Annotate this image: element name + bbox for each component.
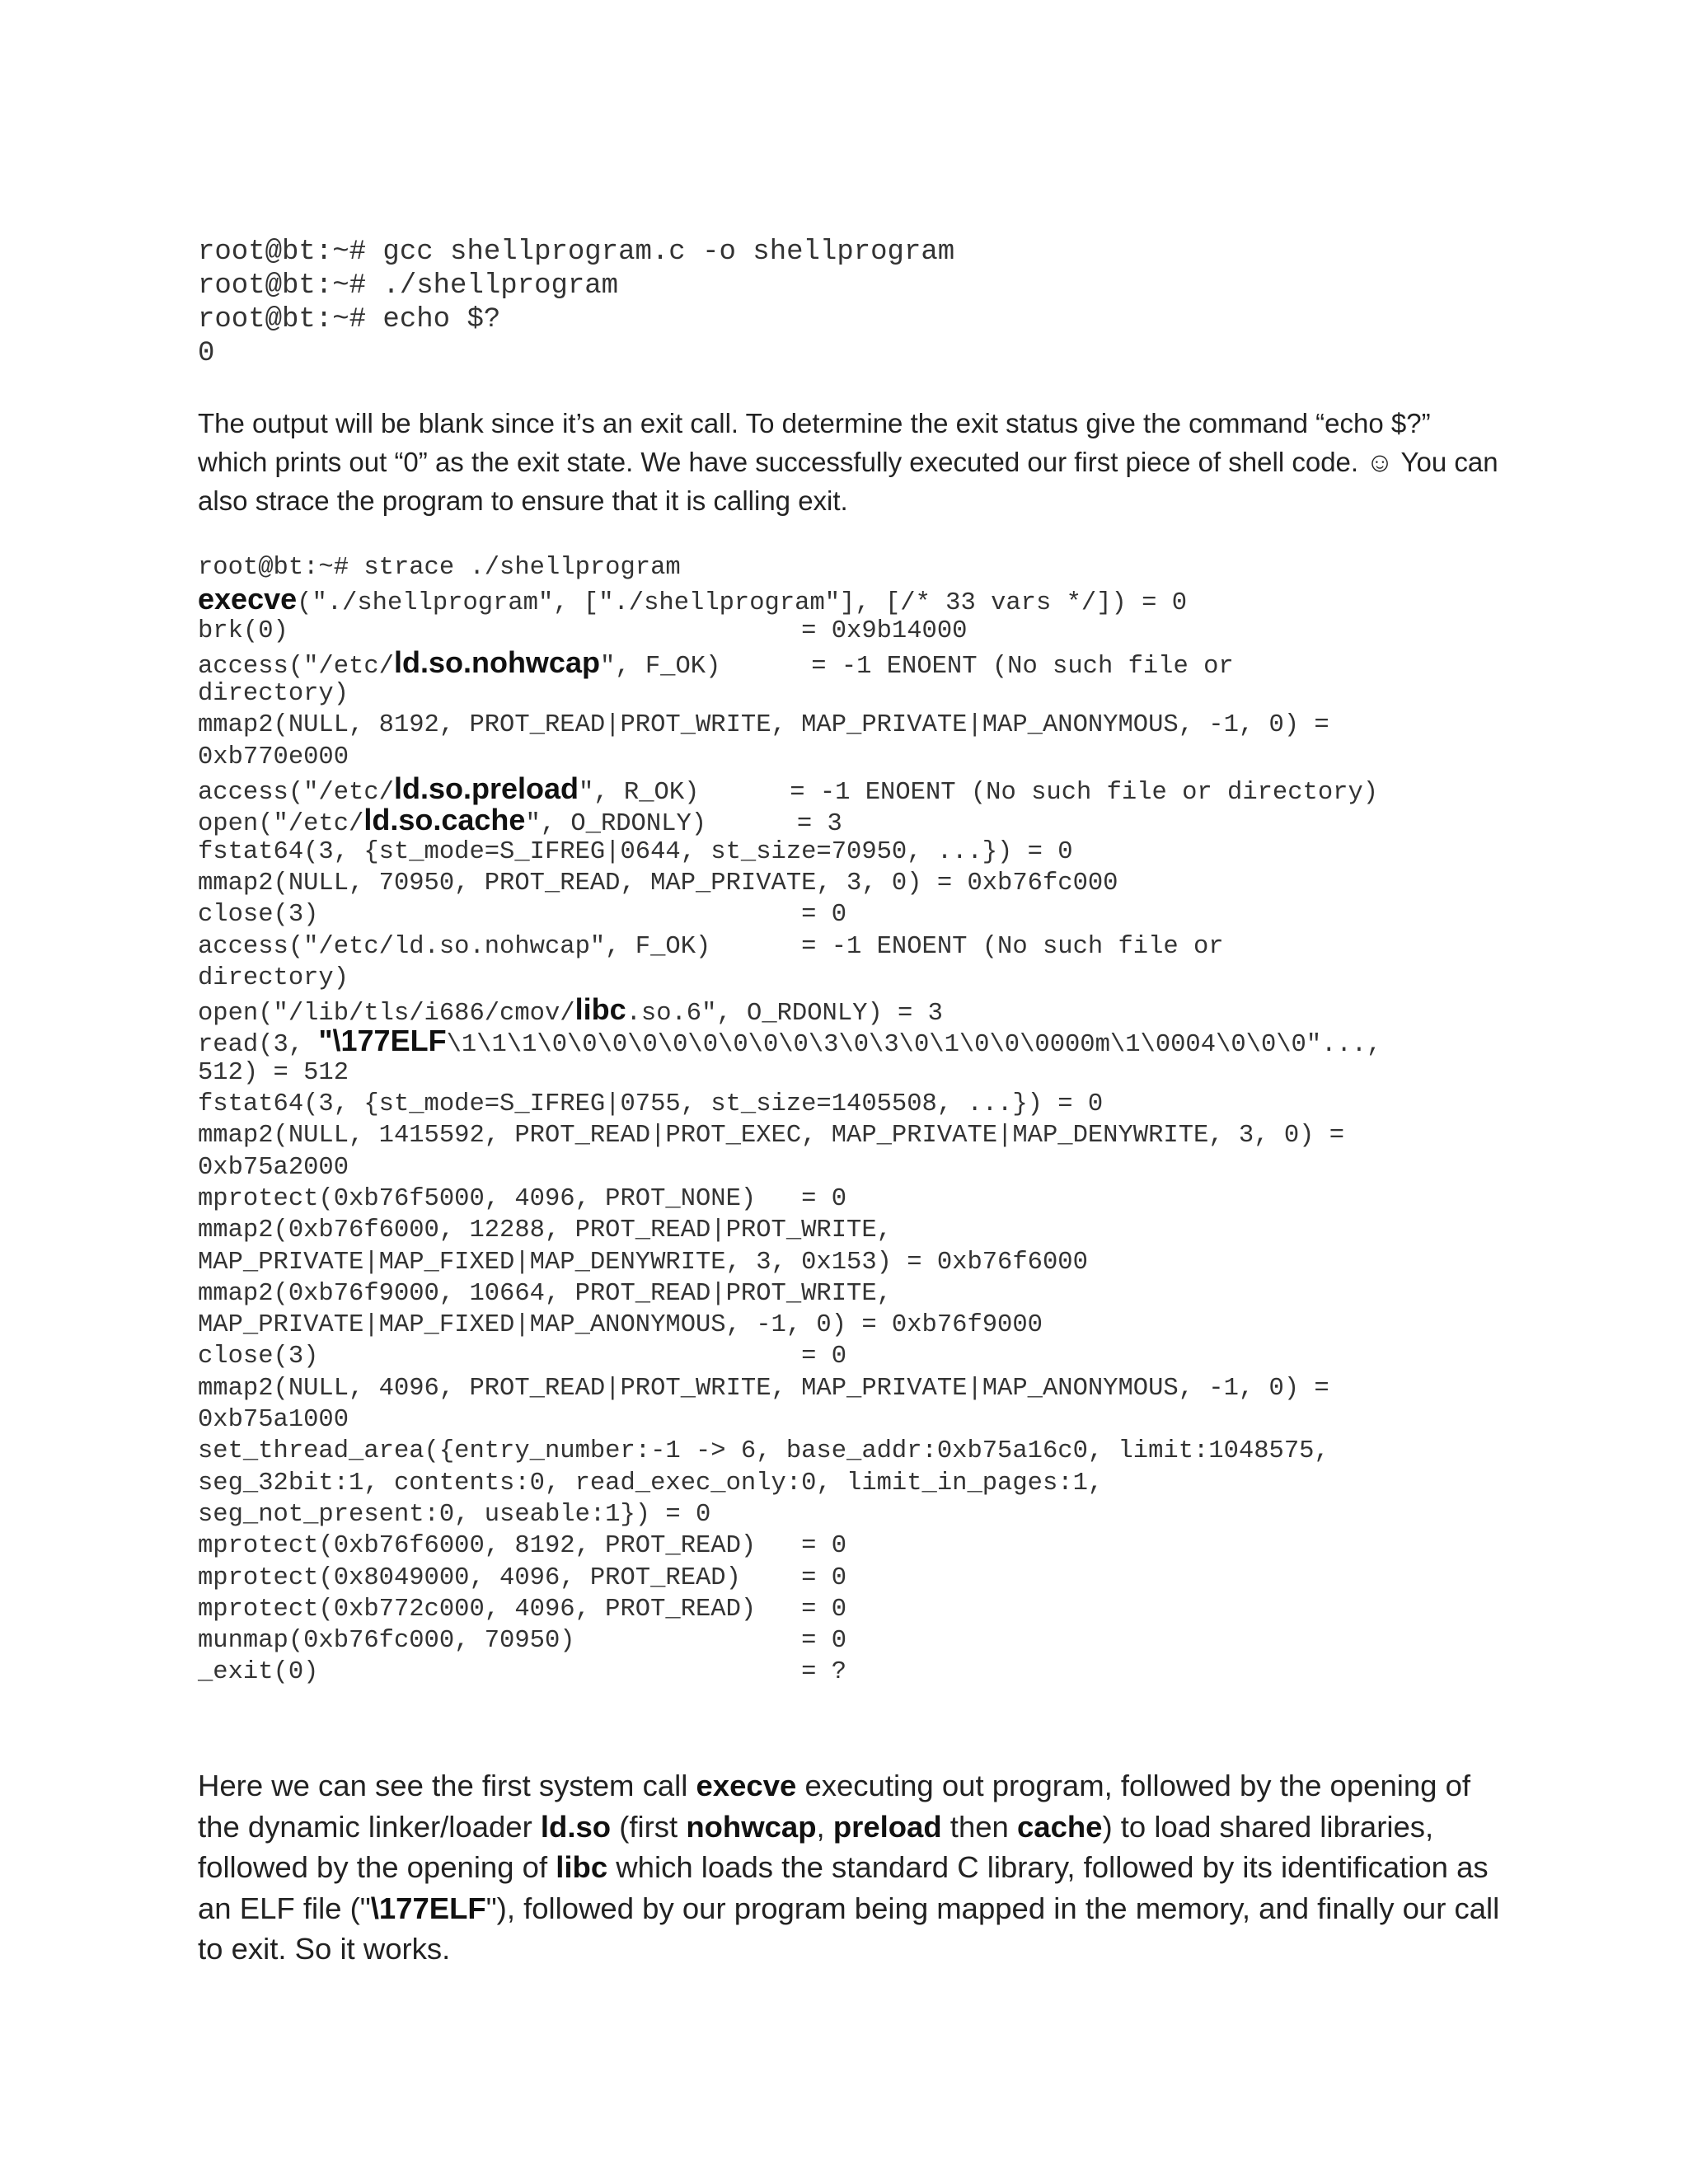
strace-highlight: ld.so.cache: [363, 803, 526, 837]
strace-text: .so.6", O_RDONLY) = 3: [626, 1000, 943, 1029]
text-run: "), followed by our program being mapped in the memory, and finally our call to exit. So it works.: [198, 1891, 1500, 1966]
text-run: then: [941, 1809, 1017, 1844]
strace-line: [198, 868, 1500, 899]
bold-term: preload: [832, 1809, 942, 1844]
strace-line: [198, 1594, 1500, 1625]
strace-text: 0xb75a2000: [198, 1153, 349, 1182]
strace-line: [198, 1278, 1500, 1310]
strace-line: [198, 1152, 1500, 1183]
strace-text: mmap2(NULL, 8192, PROT_READ|PROT_WRITE, MAP_PRIVATE|MAP_ANONYMOUS, -1, 0) =: [198, 711, 1329, 740]
bold-term: libc: [556, 1850, 608, 1884]
text-run: Here we can see the first system call: [198, 1769, 696, 1802]
strace-text: directory): [198, 680, 349, 709]
strace-text: MAP_PRIVATE|MAP_FIXED|MAP_ANONYMOUS, -1, 0) = 0xb76f9000: [198, 1311, 1043, 1340]
strace-highlight: ld.so.preload: [393, 771, 579, 806]
bold-term: ld.so: [540, 1809, 612, 1844]
strace-text: _exit(0) = ?: [198, 1658, 847, 1687]
bold-term: nohwcap: [686, 1809, 817, 1844]
strace-text: mprotect(0x8049000, 4096, PROT_READ) = 0: [198, 1563, 847, 1592]
strace-text: 0xb75a1000: [198, 1406, 349, 1435]
strace-line: [198, 616, 1500, 647]
strace-text: MAP_PRIVATE|MAP_FIXED|MAP_DENYWRITE, 3, 0x153) = 0xb76f6000: [198, 1248, 1088, 1277]
strace-line: [198, 1024, 1500, 1060]
strace-text: close(3) = 0: [198, 1343, 847, 1371]
text-run: which loads the standard C library, followed by its identification as an ELF file (": [198, 1850, 1489, 1925]
strace-text: open("/etc/: [198, 810, 364, 839]
strace-text: open("/lib/tls/i686/cmov/: [198, 1000, 575, 1029]
text-run: ) to load shared libraries, followed by the opening of: [198, 1809, 1434, 1884]
strace-line: [198, 742, 1500, 773]
strace-text: mmap2(NULL, 4096, PROT_READ|PROT_WRITE, MAP_PRIVATE|MAP_ANONYMOUS, -1, 0) =: [198, 1374, 1329, 1403]
strace-text: ("./shellprogram", ["./shellprogram"], [/* 33 vars */]) = 0: [297, 589, 1188, 618]
strace-line: [198, 771, 1500, 808]
strace-text: access("/etc/: [198, 779, 394, 808]
strace-output: [198, 552, 1500, 1689]
strace-highlight: execve: [198, 582, 298, 616]
text-run: ,: [816, 1809, 833, 1844]
strace-text: access("/etc/ld.so.nohwcap", F_OK) = -1 ENOENT (No such file or: [198, 932, 1224, 961]
strace-highlight: libc: [574, 992, 626, 1027]
strace-line: [198, 678, 1500, 710]
command-line: root@bt:~# ./shellprogram: [198, 270, 619, 302]
strace-text: ", R_OK) = -1 ENOENT (No such file or directory): [579, 779, 1379, 808]
strace-text: close(3) = 0: [198, 901, 847, 930]
command-line: root@bt:~# gcc shellprogram.c -o shellprogram: [198, 237, 955, 268]
strace-line: [198, 1499, 1500, 1530]
strace-line: [198, 837, 1500, 868]
strace-line: [198, 931, 1500, 963]
strace-line: [198, 582, 1500, 618]
strace-line: [198, 1120, 1500, 1151]
strace-line: [198, 1530, 1500, 1562]
bold-term: cache: [1016, 1809, 1103, 1844]
strace-text: set_thread_area({entry_number:-1 -> 6, base_addr:0xb75a16c0, limit:1048575,: [198, 1437, 1329, 1466]
strace-line: [198, 1657, 1500, 1688]
explanation-paragraph: [198, 1765, 1517, 1970]
strace-text: ", O_RDONLY) = 3: [525, 810, 842, 839]
strace-text: access("/etc/: [198, 652, 394, 681]
command-output: 0: [198, 338, 215, 369]
strace-line: [198, 1404, 1500, 1436]
strace-highlight: "\177ELF: [318, 1024, 447, 1058]
strace-line: [198, 803, 1500, 839]
strace-line: [198, 899, 1500, 930]
text-run: executing out program, followed by the opening of the dynamic linker/loader: [198, 1769, 1471, 1844]
strace-line: [198, 1057, 1500, 1089]
strace-line: [198, 1436, 1500, 1467]
strace-text: read(3,: [198, 1031, 319, 1060]
strace-line: [198, 1373, 1500, 1404]
strace-text: seg_32bit:1, contents:0, read_exec_only:0, limit_in_pages:1,: [198, 1469, 1104, 1497]
strace-text: mmap2(0xb76f6000, 12288, PROT_READ|PROT_WRITE,: [198, 1216, 892, 1245]
strace-text: ", F_OK) = -1 ENOENT (No such file or: [599, 652, 1234, 681]
strace-line: [198, 963, 1500, 994]
strace-highlight: ld.so.nohwcap: [393, 644, 600, 679]
strace-text: directory): [198, 963, 349, 992]
strace-line: [198, 992, 1500, 1029]
strace-text: fstat64(3, {st_mode=S_IFREG|0755, st_size=1405508, ...}) = 0: [198, 1090, 1104, 1119]
strace-text: mprotect(0xb76f6000, 8192, PROT_READ) = 0: [198, 1532, 847, 1561]
shell-commands: [198, 236, 1517, 371]
strace-line: [198, 552, 1500, 583]
strace-line: [198, 1089, 1500, 1120]
strace-text: 0xb770e000: [198, 743, 349, 771]
strace-text: mprotect(0xb772c000, 4096, PROT_READ) = 0: [198, 1595, 847, 1624]
strace-text: seg_not_present:0, useable:1}) = 0: [198, 1500, 711, 1529]
strace-line: [198, 644, 1500, 681]
strace-text: mmap2(NULL, 1415592, PROT_READ|PROT_EXEC, MAP_PRIVATE|MAP_DENYWRITE, 3, 0) =: [198, 1122, 1345, 1151]
strace-line: [198, 1215, 1500, 1246]
strace-text: fstat64(3, {st_mode=S_IFREG|0644, st_size=70950, ...}) = 0: [198, 837, 1073, 866]
command-line: root@bt:~# echo $?: [198, 304, 501, 335]
text-run: (first: [611, 1809, 687, 1844]
strace-text: \1\1\1\0\0\0\0\0\0\0\0\0\3\0\3\0\1\0\0\0000m\1\0004\0\0\0"...,: [446, 1031, 1382, 1060]
strace-text: munmap(0xb76fc000, 70950) = 0: [198, 1627, 847, 1656]
bold-term: execve: [696, 1769, 797, 1802]
strace-line: [198, 1468, 1500, 1499]
strace-text: mmap2(NULL, 70950, PROT_READ, MAP_PRIVATE, 3, 0) = 0xb76fc000: [198, 869, 1118, 898]
strace-text: root@bt:~# strace ./shellprogram: [198, 554, 681, 582]
strace-line: [198, 710, 1500, 741]
strace-line: [198, 1183, 1500, 1215]
strace-text: mmap2(0xb76f9000, 10664, PROT_READ|PROT_WRITE,: [198, 1279, 892, 1308]
strace-text: brk(0) = 0x9b14000: [198, 616, 968, 645]
strace-line: [198, 1341, 1500, 1372]
strace-line: [198, 1625, 1500, 1657]
strace-text: mprotect(0xb76f5000, 4096, PROT_NONE) = 0: [198, 1184, 847, 1213]
strace-line: [198, 1563, 1500, 1594]
strace-text: 512) = 512: [198, 1058, 349, 1087]
exit-status-paragraph: The output will be blank since it’s an exit call. To determine the exit status give the command “echo $?” which prints out “0” as the exit state. We have successfully executed our first piece of shell code. ☺ You can also strace the program to ensure that it is calling exit.: [198, 408, 1498, 516]
bold-term: \177ELF: [370, 1891, 486, 1925]
strace-line: [198, 1247, 1500, 1278]
strace-line: [198, 1310, 1500, 1341]
